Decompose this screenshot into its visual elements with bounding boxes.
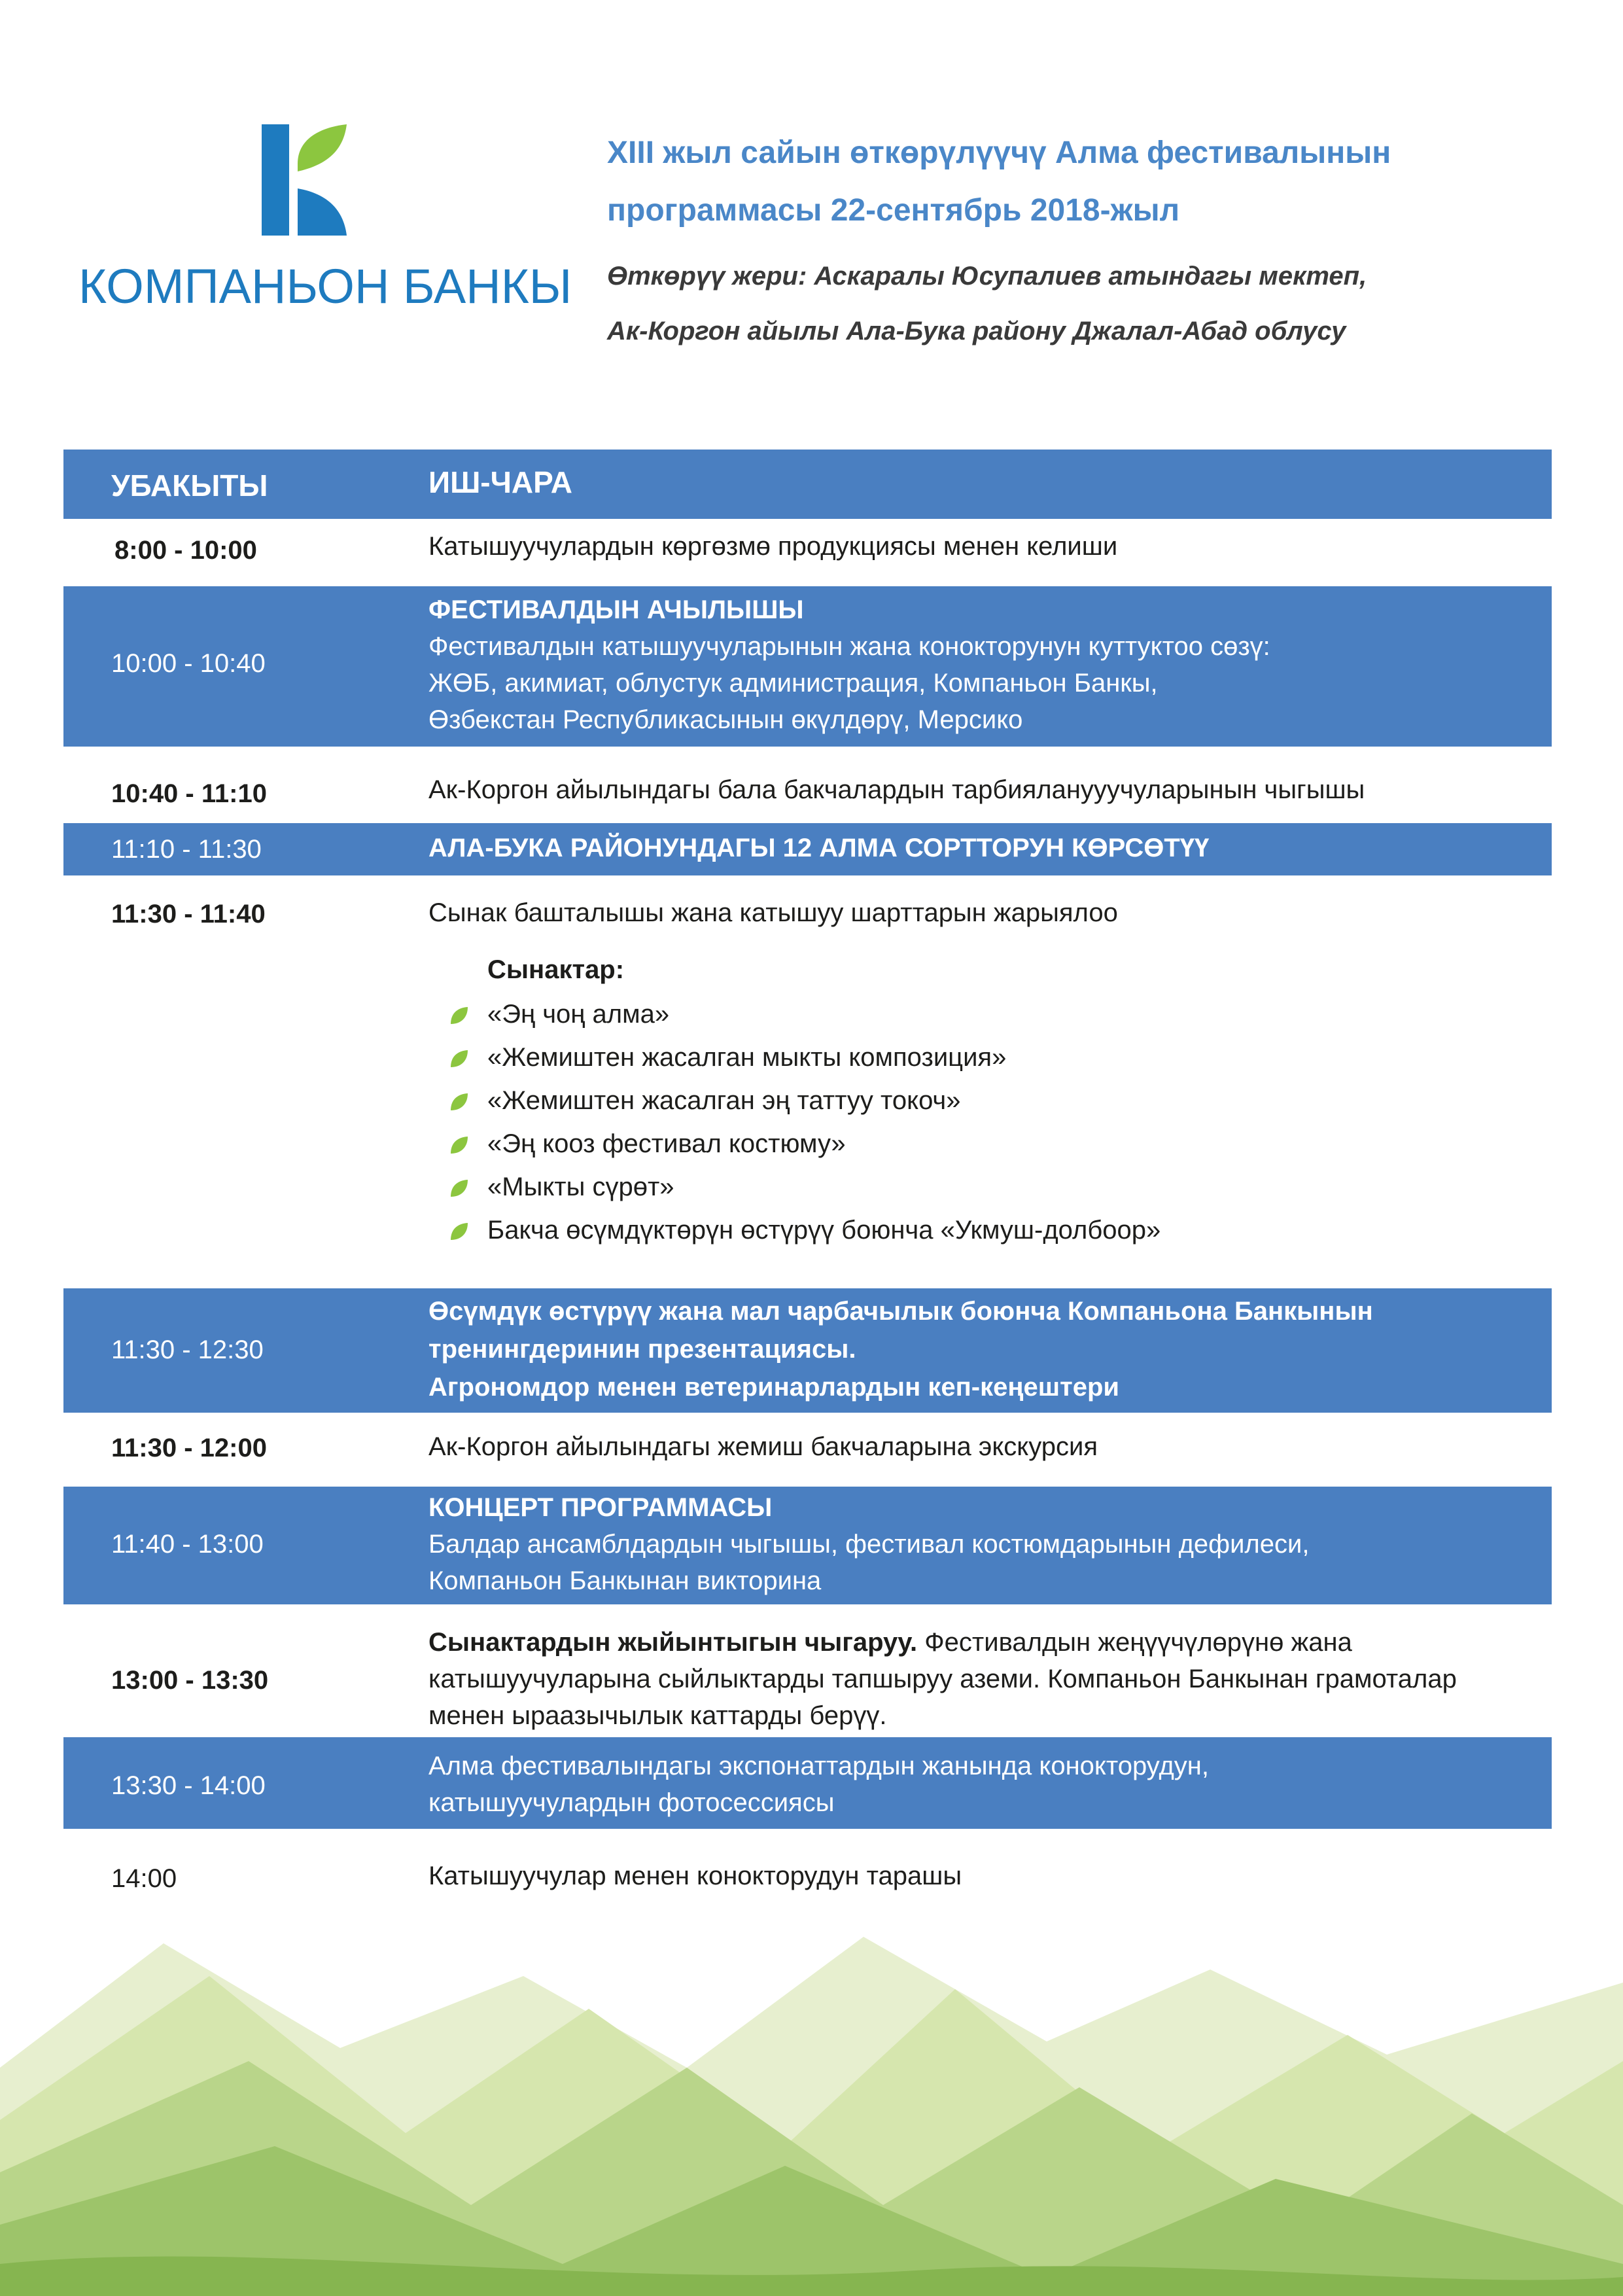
row-event-line: Фестивалдын катышуучуларынын жана конокторунун куттуктоо сөзү:	[428, 632, 1270, 661]
row-event	[428, 1292, 1534, 1406]
row-event: АЛА-БУКА РАЙОНУНДАГЫ 12 АЛМА СОРТТОРУН КӨРСӨТҮҮ	[428, 834, 1210, 862]
leaf-bullet-icon	[449, 1135, 469, 1155]
table-row	[63, 586, 1552, 747]
row-event: Сынак башталышы жана катышуу шарттарын жарыялоо	[428, 898, 1118, 927]
contest-label: «Эң кооз фестивал костюму»	[487, 1129, 846, 1158]
table-row	[63, 1417, 1552, 1479]
row-time: 14:00	[111, 1864, 177, 1893]
row-event-title: ФЕСТИВАЛДЫН АЧЫЛЫШЫ	[428, 595, 804, 624]
title-line-2: программасы 22-сентябрь 2018-жыл	[607, 193, 1180, 228]
list-item	[487, 1122, 1469, 1165]
row-event-line	[428, 1624, 1534, 1661]
table-header	[63, 450, 1552, 519]
list-item	[487, 993, 1469, 1036]
row-event: Катышуучулардын көргөзмө продукциясы менен келиши	[428, 532, 1118, 561]
row-event-line: катышуучуларына сыйлыктарды тапшыруу аземи. Компаньон Банкынан грамоталар	[428, 1665, 1457, 1693]
row-event-line: Балдар ансамблдардын чыгышы, фестивал костюмдарынын дефилеси,	[428, 1530, 1310, 1559]
venue-line-1: Өткөрүү жери: Аскаралы Юсупалиев атындагы мектеп,	[607, 262, 1367, 291]
row-time: 10:00 - 10:40	[111, 649, 266, 678]
row-event-line: Өсүмдүк өстүрүү жана мал чарбачылык боюнча Компаньона Банкынын	[428, 1297, 1373, 1326]
row-event-rest: Фестивалдын жеңүүчүлөрүнө жана	[917, 1628, 1352, 1657]
row-event-line: катышуучулардын фотосессиясы	[428, 1788, 835, 1817]
row-event	[428, 1489, 1534, 1599]
row-time: 10:40 - 11:10	[111, 779, 267, 808]
row-time: 11:10 - 11:30	[111, 835, 262, 864]
table-row	[63, 1737, 1552, 1829]
venue-info	[607, 249, 1556, 359]
row-event-line: Алма фестивалындагы экспонаттардын жанында конокторудун,	[428, 1752, 1209, 1780]
page-title	[607, 124, 1556, 239]
contests-heading: Сынактар:	[487, 955, 625, 984]
table-row	[63, 1487, 1552, 1604]
row-event-line: Агрономдор менен ветеринарлардын кеп-кеңештери	[428, 1373, 1119, 1402]
leaf-bullet-icon	[449, 1049, 469, 1069]
contest-label: «Жемиштен жасалган эң таттуу токоч»	[487, 1086, 961, 1115]
table-row	[63, 1611, 1552, 1748]
venue-line-2: Ак-Коргон айылы Ала-Бука району Джалал-Абад облусу	[607, 317, 1346, 345]
list-item	[487, 1165, 1469, 1209]
logo-text: КОМПАНЬОН БАНКЫ	[79, 259, 572, 313]
row-time: 11:40 - 13:00	[111, 1530, 264, 1559]
leaf-bullet-icon	[449, 1178, 469, 1198]
company-logo	[79, 124, 572, 321]
table-row	[63, 1288, 1552, 1413]
list-item	[487, 1209, 1469, 1252]
leaf-bullet-icon	[449, 1222, 469, 1241]
list-item	[487, 1079, 1469, 1122]
contest-label: «Мыкты сүрөт»	[487, 1173, 674, 1201]
bank-logo-icon	[262, 124, 360, 236]
table-row	[63, 1837, 1552, 1902]
row-event-line: Компаньон Банкынан викторина	[428, 1566, 822, 1595]
column-header-time: УБАКЫТЫ	[111, 468, 268, 503]
row-event-line: менен ыраазычылык каттарды берүү.	[428, 1701, 887, 1730]
row-event: Ак-Коргон айылындагы бала бакчалардын тарбияланууучуларынын чыгышы	[428, 775, 1365, 804]
row-event-line: ЖӨБ, акимиат, облустук администрация, Компаньон Банкы,	[428, 669, 1158, 698]
column-header-event: ИШ-ЧАРА	[428, 465, 573, 499]
row-event-line: тренингдеринин презентациясы.	[428, 1335, 856, 1364]
contests-list	[487, 947, 1469, 1252]
row-time: 11:30 - 12:30	[111, 1335, 264, 1364]
contest-label: Бакча өсүмдүктөрүн өстүрүү боюнча «Укмуш-долбоор»	[487, 1216, 1161, 1245]
list-item	[487, 1036, 1469, 1079]
title-line-1: XIII жыл сайын өткөрүлүүчү Алма фестивалынын	[607, 135, 1391, 170]
row-event	[428, 1748, 1534, 1821]
contest-label: «Жемиштен жасалган мыкты композиция»	[487, 1043, 1007, 1072]
leaf-bullet-icon	[449, 1006, 469, 1025]
row-event-line: Өзбекстан Республикасынын өкүлдөрү, Мерсико	[428, 705, 1023, 734]
row-time: 11:30 - 11:40	[111, 900, 266, 928]
table-row	[63, 823, 1552, 875]
row-event: Ак-Коргон айылындагы жемиш бакчаларына экскурсия	[428, 1432, 1098, 1461]
row-event	[428, 592, 1534, 738]
table-row	[63, 521, 1552, 580]
leaf-bullet-icon	[449, 1092, 469, 1112]
mountains-illustration	[0, 1898, 1623, 2296]
row-time: 8:00 - 10:00	[114, 536, 257, 565]
row-time: 11:30 - 12:00	[111, 1434, 267, 1462]
row-event-title: КОНЦЕРТ ПРОГРАММАСЫ	[428, 1493, 773, 1522]
contest-label: «Эң чоң алма»	[487, 1000, 670, 1029]
row-time: 13:00 - 13:30	[111, 1666, 269, 1695]
row-event-bold: Сынактардын жыйынтыгын чыгаруу.	[428, 1628, 918, 1657]
row-time: 13:30 - 14:00	[111, 1771, 266, 1800]
row-event: Катышуучулар менен конокторудун тарашы	[428, 1862, 962, 1890]
row-event	[428, 1624, 1534, 1734]
table-row	[63, 752, 1552, 817]
